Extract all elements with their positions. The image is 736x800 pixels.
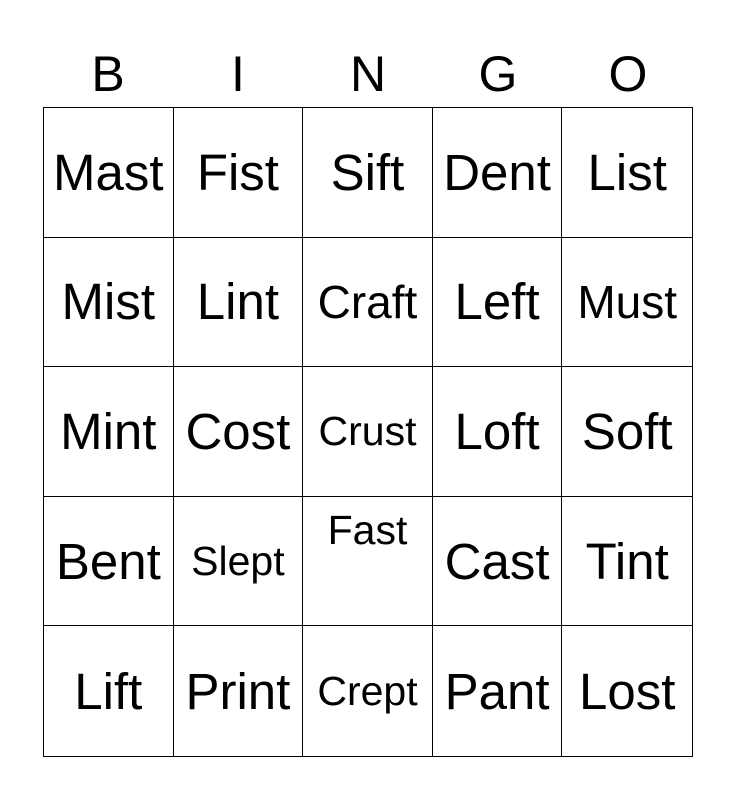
bingo-cell — [562, 367, 692, 497]
bingo-cell — [303, 108, 433, 238]
header-letter-b: B — [91, 46, 125, 102]
cell-word: Dent — [443, 143, 551, 201]
cell-word: Mint — [60, 402, 157, 460]
bingo-cell — [174, 108, 304, 238]
cell-word: Sift — [330, 143, 405, 201]
bingo-cell — [433, 108, 563, 238]
bingo-cell — [433, 626, 563, 756]
bingo-board — [43, 107, 693, 757]
cell-word: Slept — [191, 537, 285, 584]
bingo-cell — [433, 367, 563, 497]
cell-word: Bent — [55, 532, 161, 590]
cell-word: List — [587, 143, 667, 201]
cell-word: Crust — [318, 407, 417, 454]
bingo-cell — [433, 238, 563, 368]
bingo-cell — [174, 626, 304, 756]
bingo-cell — [303, 497, 433, 627]
cell-word: Print — [185, 662, 291, 720]
bingo-cell — [303, 367, 433, 497]
cell-word: Mast — [53, 143, 164, 201]
cell-word: Mist — [61, 273, 156, 331]
bingo-cell — [562, 238, 692, 368]
bingo-cell — [303, 626, 433, 756]
cell-word: Left — [454, 273, 540, 331]
header-letter-g: G — [478, 46, 518, 102]
bingo-cell — [174, 367, 304, 497]
cell-word: Fist — [196, 143, 279, 201]
bingo-cell — [562, 108, 692, 238]
bingo-cell — [44, 497, 174, 627]
cell-word: Lint — [196, 273, 279, 331]
cell-word: Lost — [578, 662, 676, 720]
bingo-cell — [174, 238, 304, 368]
cell-word: Cost — [185, 402, 291, 460]
bingo-cell — [44, 108, 174, 238]
bingo-cell — [433, 497, 563, 627]
header-letter-n: N — [349, 46, 387, 102]
bingo-cell — [44, 626, 174, 756]
header-letter-o: O — [608, 46, 648, 102]
bingo-cell — [44, 238, 174, 368]
cell-word: Lift — [74, 662, 143, 720]
cell-word: Pant — [444, 662, 550, 720]
cell-word: Must — [577, 275, 678, 328]
cell-word: Fast — [327, 506, 408, 553]
cell-word: Loft — [454, 402, 540, 460]
bingo-cell — [174, 497, 304, 627]
header-letter-i: I — [231, 46, 245, 102]
bingo-header — [43, 40, 693, 108]
bingo-cell — [562, 626, 692, 756]
cell-word: Craft — [317, 275, 418, 328]
cell-word: Cast — [444, 532, 550, 590]
bingo-cell — [44, 367, 174, 497]
bingo-cell — [562, 497, 692, 627]
cell-word: Tint — [585, 532, 669, 590]
cell-word: Crept — [317, 667, 418, 714]
bingo-cell — [303, 238, 433, 368]
cell-word: Soft — [581, 402, 673, 460]
